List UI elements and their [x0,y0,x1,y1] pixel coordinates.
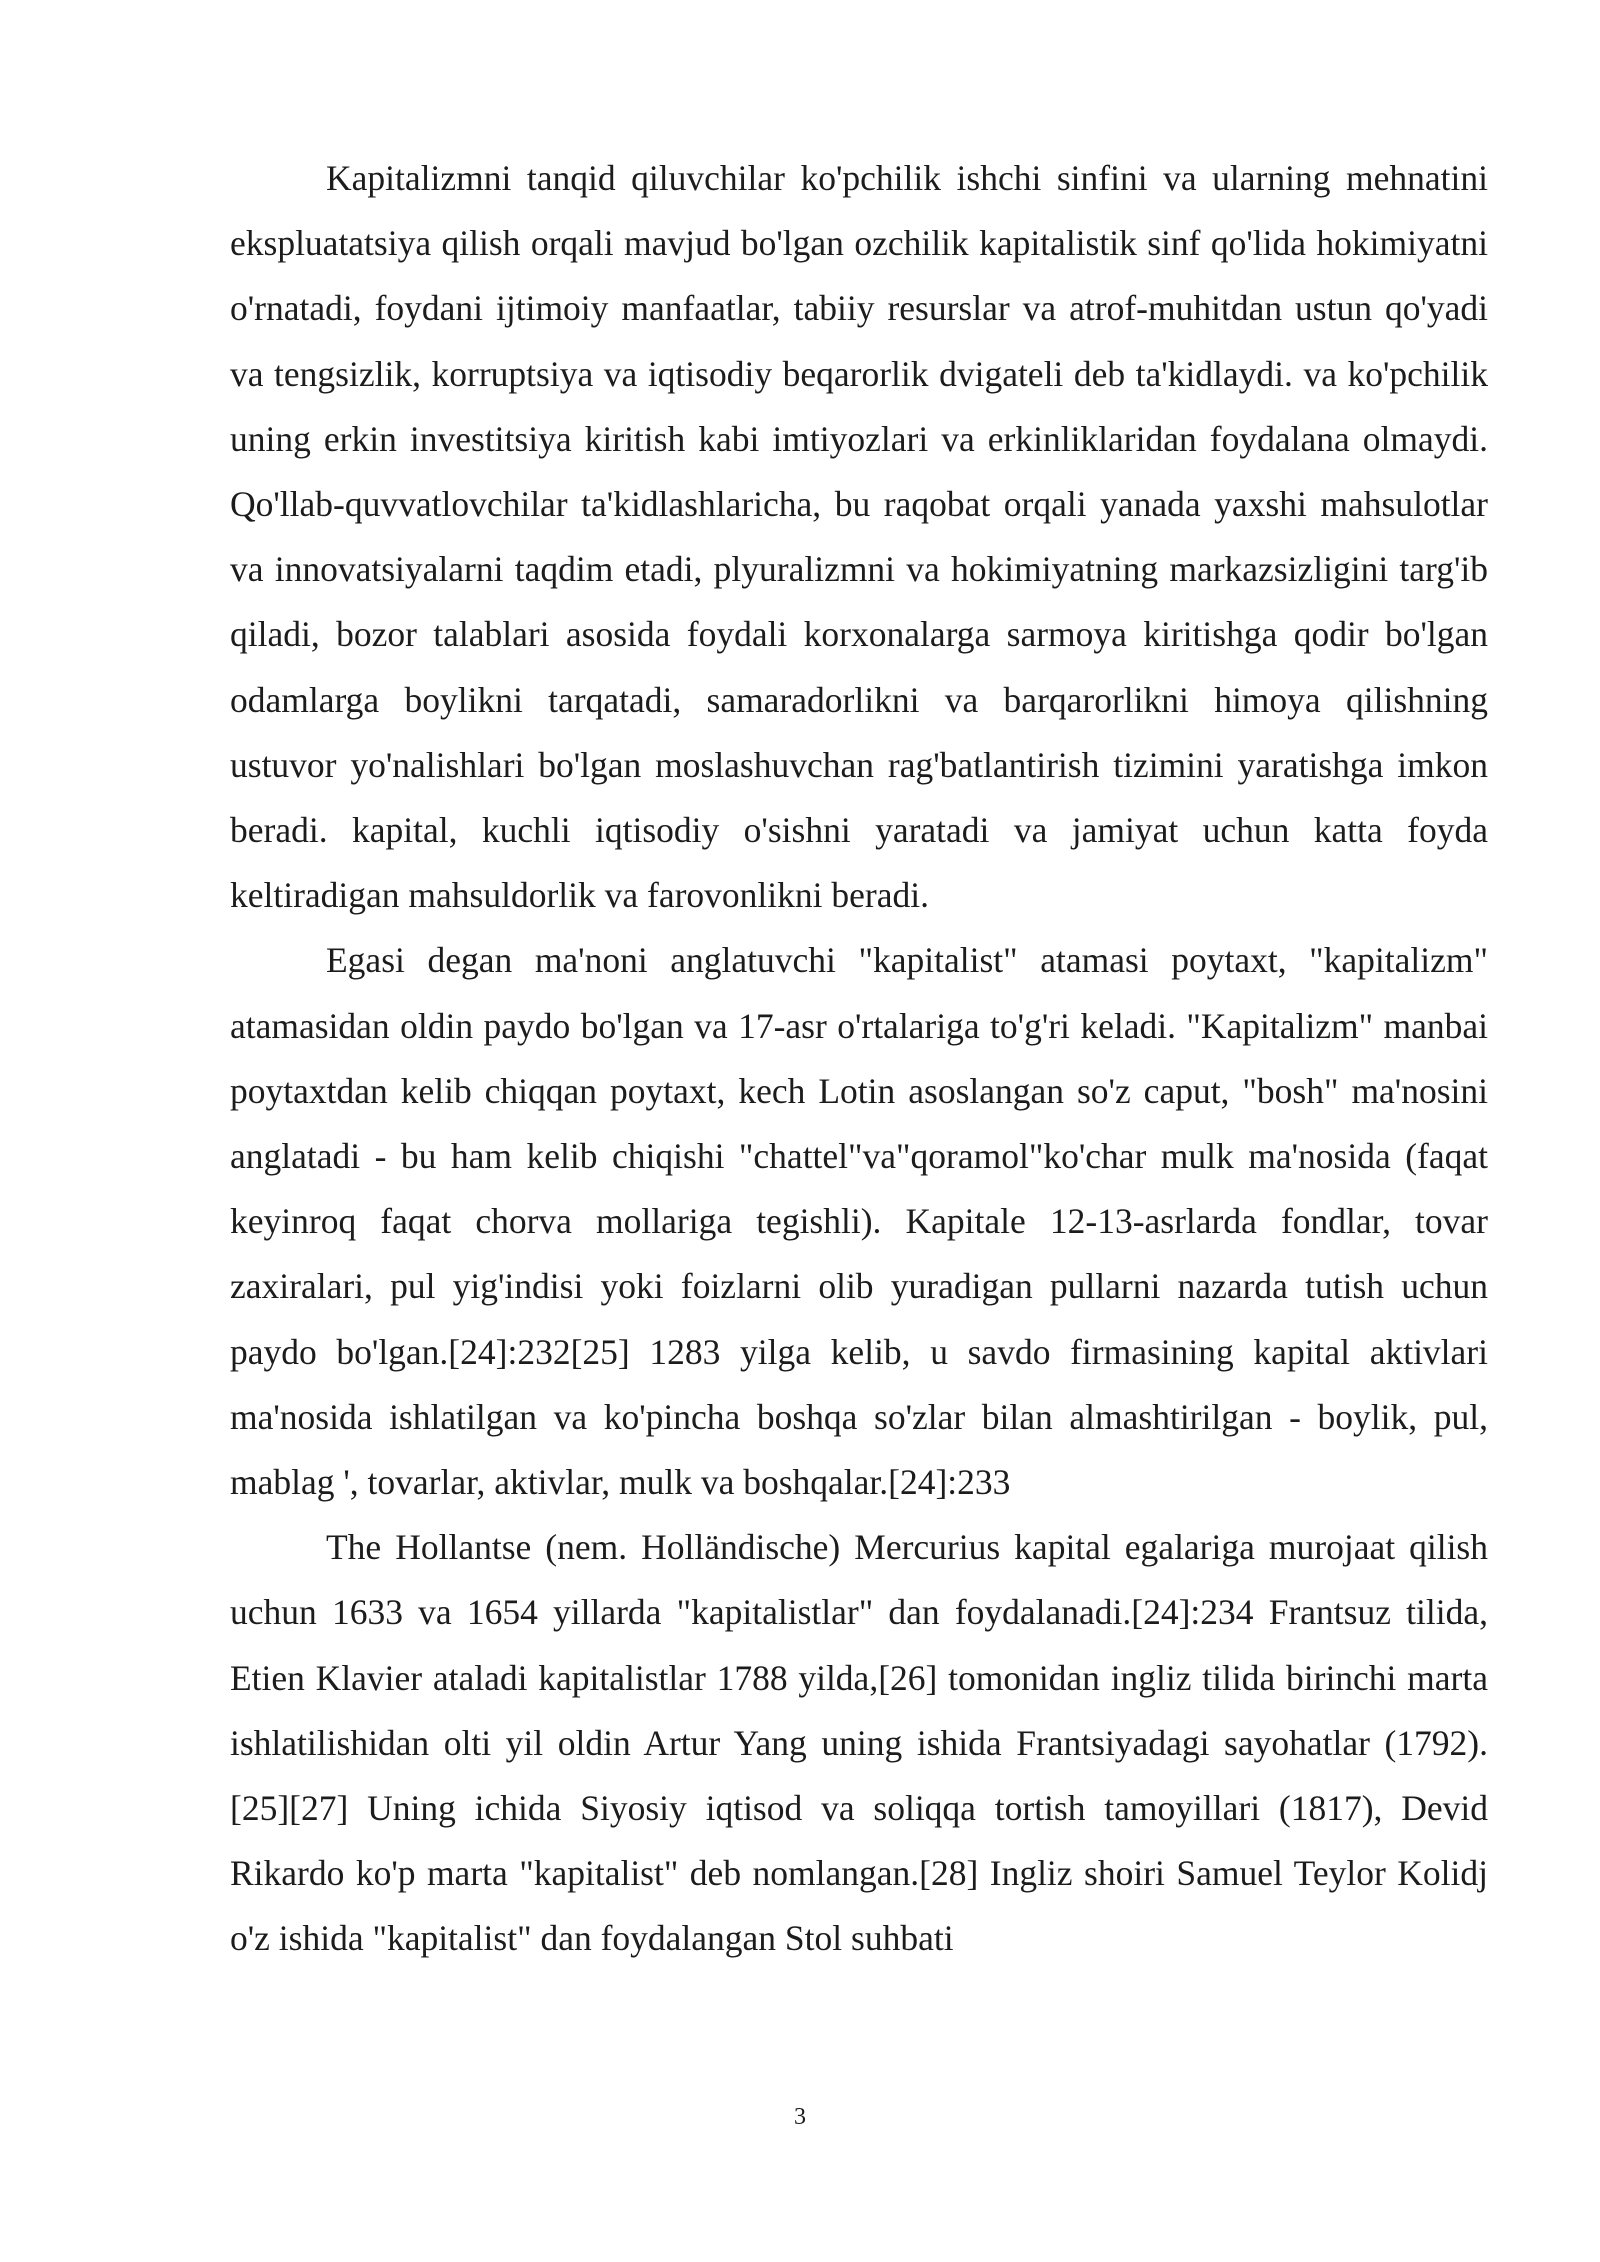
page-number: 3 [794,2104,806,2130]
body-text [230,146,1488,1972]
paragraph-term-etymology: Egasi degan ma'noni anglatuvchi "kapitalist" atamasi poytaxt, "kapitalizm" atamasidan oldin paydo bo'lgan va 17-asr o'rtalariga to'g'ri keladi. "Kapitalizm" manbai poytaxtdan kelib chiqqan poytaxt, kech Lotin asoslangan so'z caput, "bosh" ma'nosini anglatadi - bu ham kelib chiqishi "chattel"va"qoramol"ko'char mulk ma'nosida (faqat keyinroq faqat chorva mollariga tegishli). Kapitale 12-13-asrlarda fondlar, tovar zaxiralari, pul yig'indisi yoki foizlarni olib yuradigan pullarni nazarda tutish uchun paydo bo'lgan.[24]:232[25] 1283 yilga kelib, u savdo firmasining kapital aktivlari ma'nosida ishlatilgan va ko'pincha boshqa so'zlar bilan almashtirilgan - boylik, pul, mablag ', tovarlar, aktivlar, mulk va boshqalar.[24]:233 [230,940,1488,1503]
paragraph-term-history: The Hollantse (nem. Holländische) Mercurius kapital egalariga murojaat qilish uchun 1633 va 1654 yillarda "kapitalistlar" dan foydalanadi.[24]:234 Frantsuz tilida, Etien Klavier ataladi kapitalistlar 1788 yilda,[26] tomonidan ingliz tilida birinchi marta ishlatilishidan olti yil oldin Artur Yang uning ishida Frantsiyadagi sayohatlar (1792).[25][27] Uning ichida Siyosiy iqtisod va soliqqa tortish tamoyillari (1817), Devid Rikardo ko'p marta "kapitalist" deb nomlangan.[28] Ingliz shoiri Samuel Teylor Kolidj o'z ishida "kapitalist" dan foydalangan Stol suhbati [230,1527,1488,1959]
paragraph-capitalism-criticism: Kapitalizmni tanqid qiluvchilar ko'pchilik ishchi sinfini va ularning mehnatini ekspluatatsiya qilish orqali mavjud bo'lgan ozchilik kapitalistik sinf qo'lida hokimiyatni o'rnatadi, foydani ijtimoiy manfaatlar, tabiiy resurslar va atrof-muhitdan ustun qo'yadi va tengsizlik, korruptsiya va iqtisodiy beqarorlik dvigateli deb ta'kidlaydi. va ko'pchilik uning erkin investitsiya kiritish kabi imtiyozlari va erkinliklaridan foydalana olmaydi. Qo'llab-quvvatlovchilar ta'kidlashlaricha, bu raqobat orqali yanada yaxshi mahsulotlar va innovatsiyalarni taqdim etadi, plyuralizmni va hokimiyatning markazsizligini targ'ib qiladi, bozor talablari asosida foydali korxonalarga sarmoya kiritishga qodir bo'lgan odamlarga boylikni tarqatadi, samaradorlikni va barqarorlikni himoya qilishning ustuvor yo'nalishlari bo'lgan moslashuvchan rag'batlantirish tizimini yaratishga imkon beradi. kapital, kuchli iqtisodiy o'sishni yaratadi va jamiyat uchun katta foyda keltiradigan mahsuldorlik va farovonlikni beradi. [230,158,1488,916]
